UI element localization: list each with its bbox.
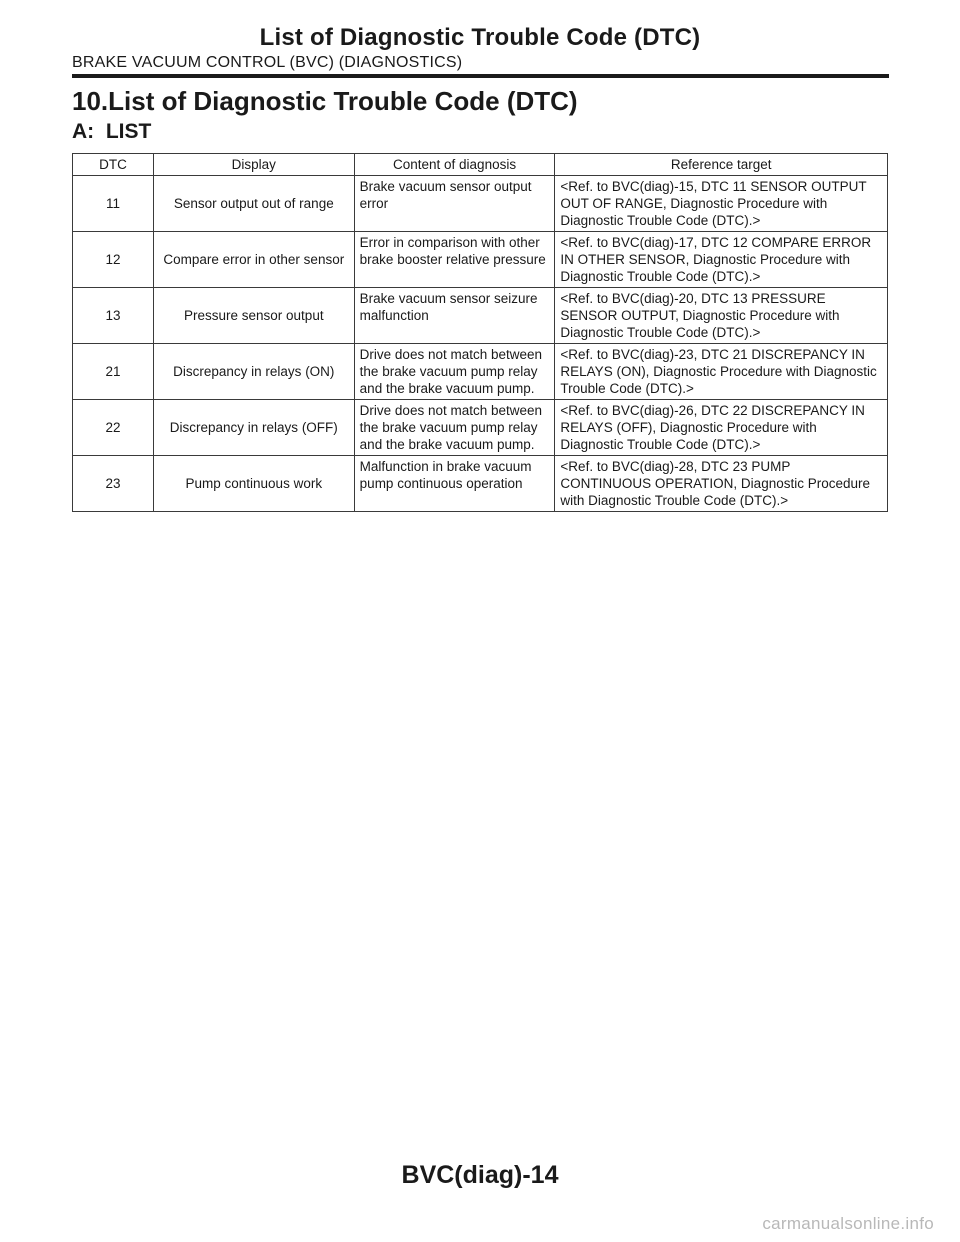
dtc-content: Error in comparison with other brake booster relative pressure bbox=[354, 232, 555, 288]
table-row bbox=[73, 288, 888, 344]
column-header-dtc: DTC bbox=[73, 154, 154, 176]
page-title: List of Diagnostic Trouble Code (DTC) bbox=[259, 24, 701, 51]
dtc-code: 12 bbox=[73, 232, 154, 288]
dtc-code: 22 bbox=[73, 400, 154, 456]
dtc-reference-link[interactable]: <Ref. to BVC(diag)-20, DTC 13 PRESSURE SENSOR OUTPUT, Diagnostic Procedure with Diagnostic Trouble Code (DTC).> bbox=[555, 288, 888, 344]
section-heading: 10.List of Diagnostic Trouble Code (DTC) bbox=[72, 86, 578, 116]
dtc-table bbox=[72, 153, 888, 512]
table-row bbox=[73, 232, 888, 288]
dtc-code: 23 bbox=[73, 456, 154, 512]
dtc-content: Brake vacuum sensor seizure malfunction bbox=[354, 288, 555, 344]
dtc-display: Sensor output out of range bbox=[153, 176, 354, 232]
dtc-content: Drive does not match between the brake vacuum pump relay and the brake vacuum pump. bbox=[354, 344, 555, 400]
dtc-reference-link[interactable]: <Ref. to BVC(diag)-15, DTC 11 SENSOR OUTPUT OUT OF RANGE, Diagnostic Procedure with Diagnostic Trouble Code (DTC).> bbox=[555, 176, 888, 232]
table-row bbox=[73, 176, 888, 232]
column-header-reference: Reference target bbox=[555, 154, 888, 176]
dtc-display: Discrepancy in relays (ON) bbox=[153, 344, 354, 400]
dtc-display: Compare error in other sensor bbox=[153, 232, 354, 288]
subsection-heading: A: LIST bbox=[72, 120, 152, 143]
dtc-display: Discrepancy in relays (OFF) bbox=[153, 400, 354, 456]
dtc-reference-link[interactable]: <Ref. to BVC(diag)-26, DTC 22 DISCREPANCY IN RELAYS (OFF), Diagnostic Procedure with Diagnostic Trouble Code (DTC).> bbox=[555, 400, 888, 456]
column-header-content: Content of diagnosis bbox=[354, 154, 555, 176]
page-number: BVC(diag)-14 bbox=[401, 1161, 559, 1189]
dtc-content: Drive does not match between the brake vacuum pump relay and the brake vacuum pump. bbox=[354, 400, 555, 456]
dtc-code: 13 bbox=[73, 288, 154, 344]
table-row bbox=[73, 344, 888, 400]
dtc-reference-link[interactable]: <Ref. to BVC(diag)-17, DTC 12 COMPARE ERROR IN OTHER SENSOR, Diagnostic Procedure with Diagnostic Trouble Code (DTC).> bbox=[555, 232, 888, 288]
dtc-code: 21 bbox=[73, 344, 154, 400]
header-divider bbox=[72, 74, 889, 78]
watermark-text: carmanualsonline.info bbox=[762, 1214, 934, 1233]
table-row bbox=[73, 400, 888, 456]
column-header-display: Display bbox=[153, 154, 354, 176]
dtc-content: Malfunction in brake vacuum pump continuous operation bbox=[354, 456, 555, 512]
dtc-reference-link[interactable]: <Ref. to BVC(diag)-23, DTC 21 DISCREPANCY IN RELAYS (ON), Diagnostic Procedure with Diagnostic Trouble Code (DTC).> bbox=[555, 344, 888, 400]
table-row bbox=[73, 456, 888, 512]
dtc-code: 11 bbox=[73, 176, 154, 232]
dtc-reference-link[interactable]: <Ref. to BVC(diag)-28, DTC 23 PUMP CONTINUOUS OPERATION, Diagnostic Procedure with Diagnostic Trouble Code (DTC).> bbox=[555, 456, 888, 512]
section-label: BRAKE VACUUM CONTROL (BVC) (DIAGNOSTICS) bbox=[72, 54, 463, 71]
dtc-content: Brake vacuum sensor output error bbox=[354, 176, 555, 232]
dtc-display: Pressure sensor output bbox=[153, 288, 354, 344]
dtc-display: Pump continuous work bbox=[153, 456, 354, 512]
table-header-row bbox=[73, 154, 888, 176]
